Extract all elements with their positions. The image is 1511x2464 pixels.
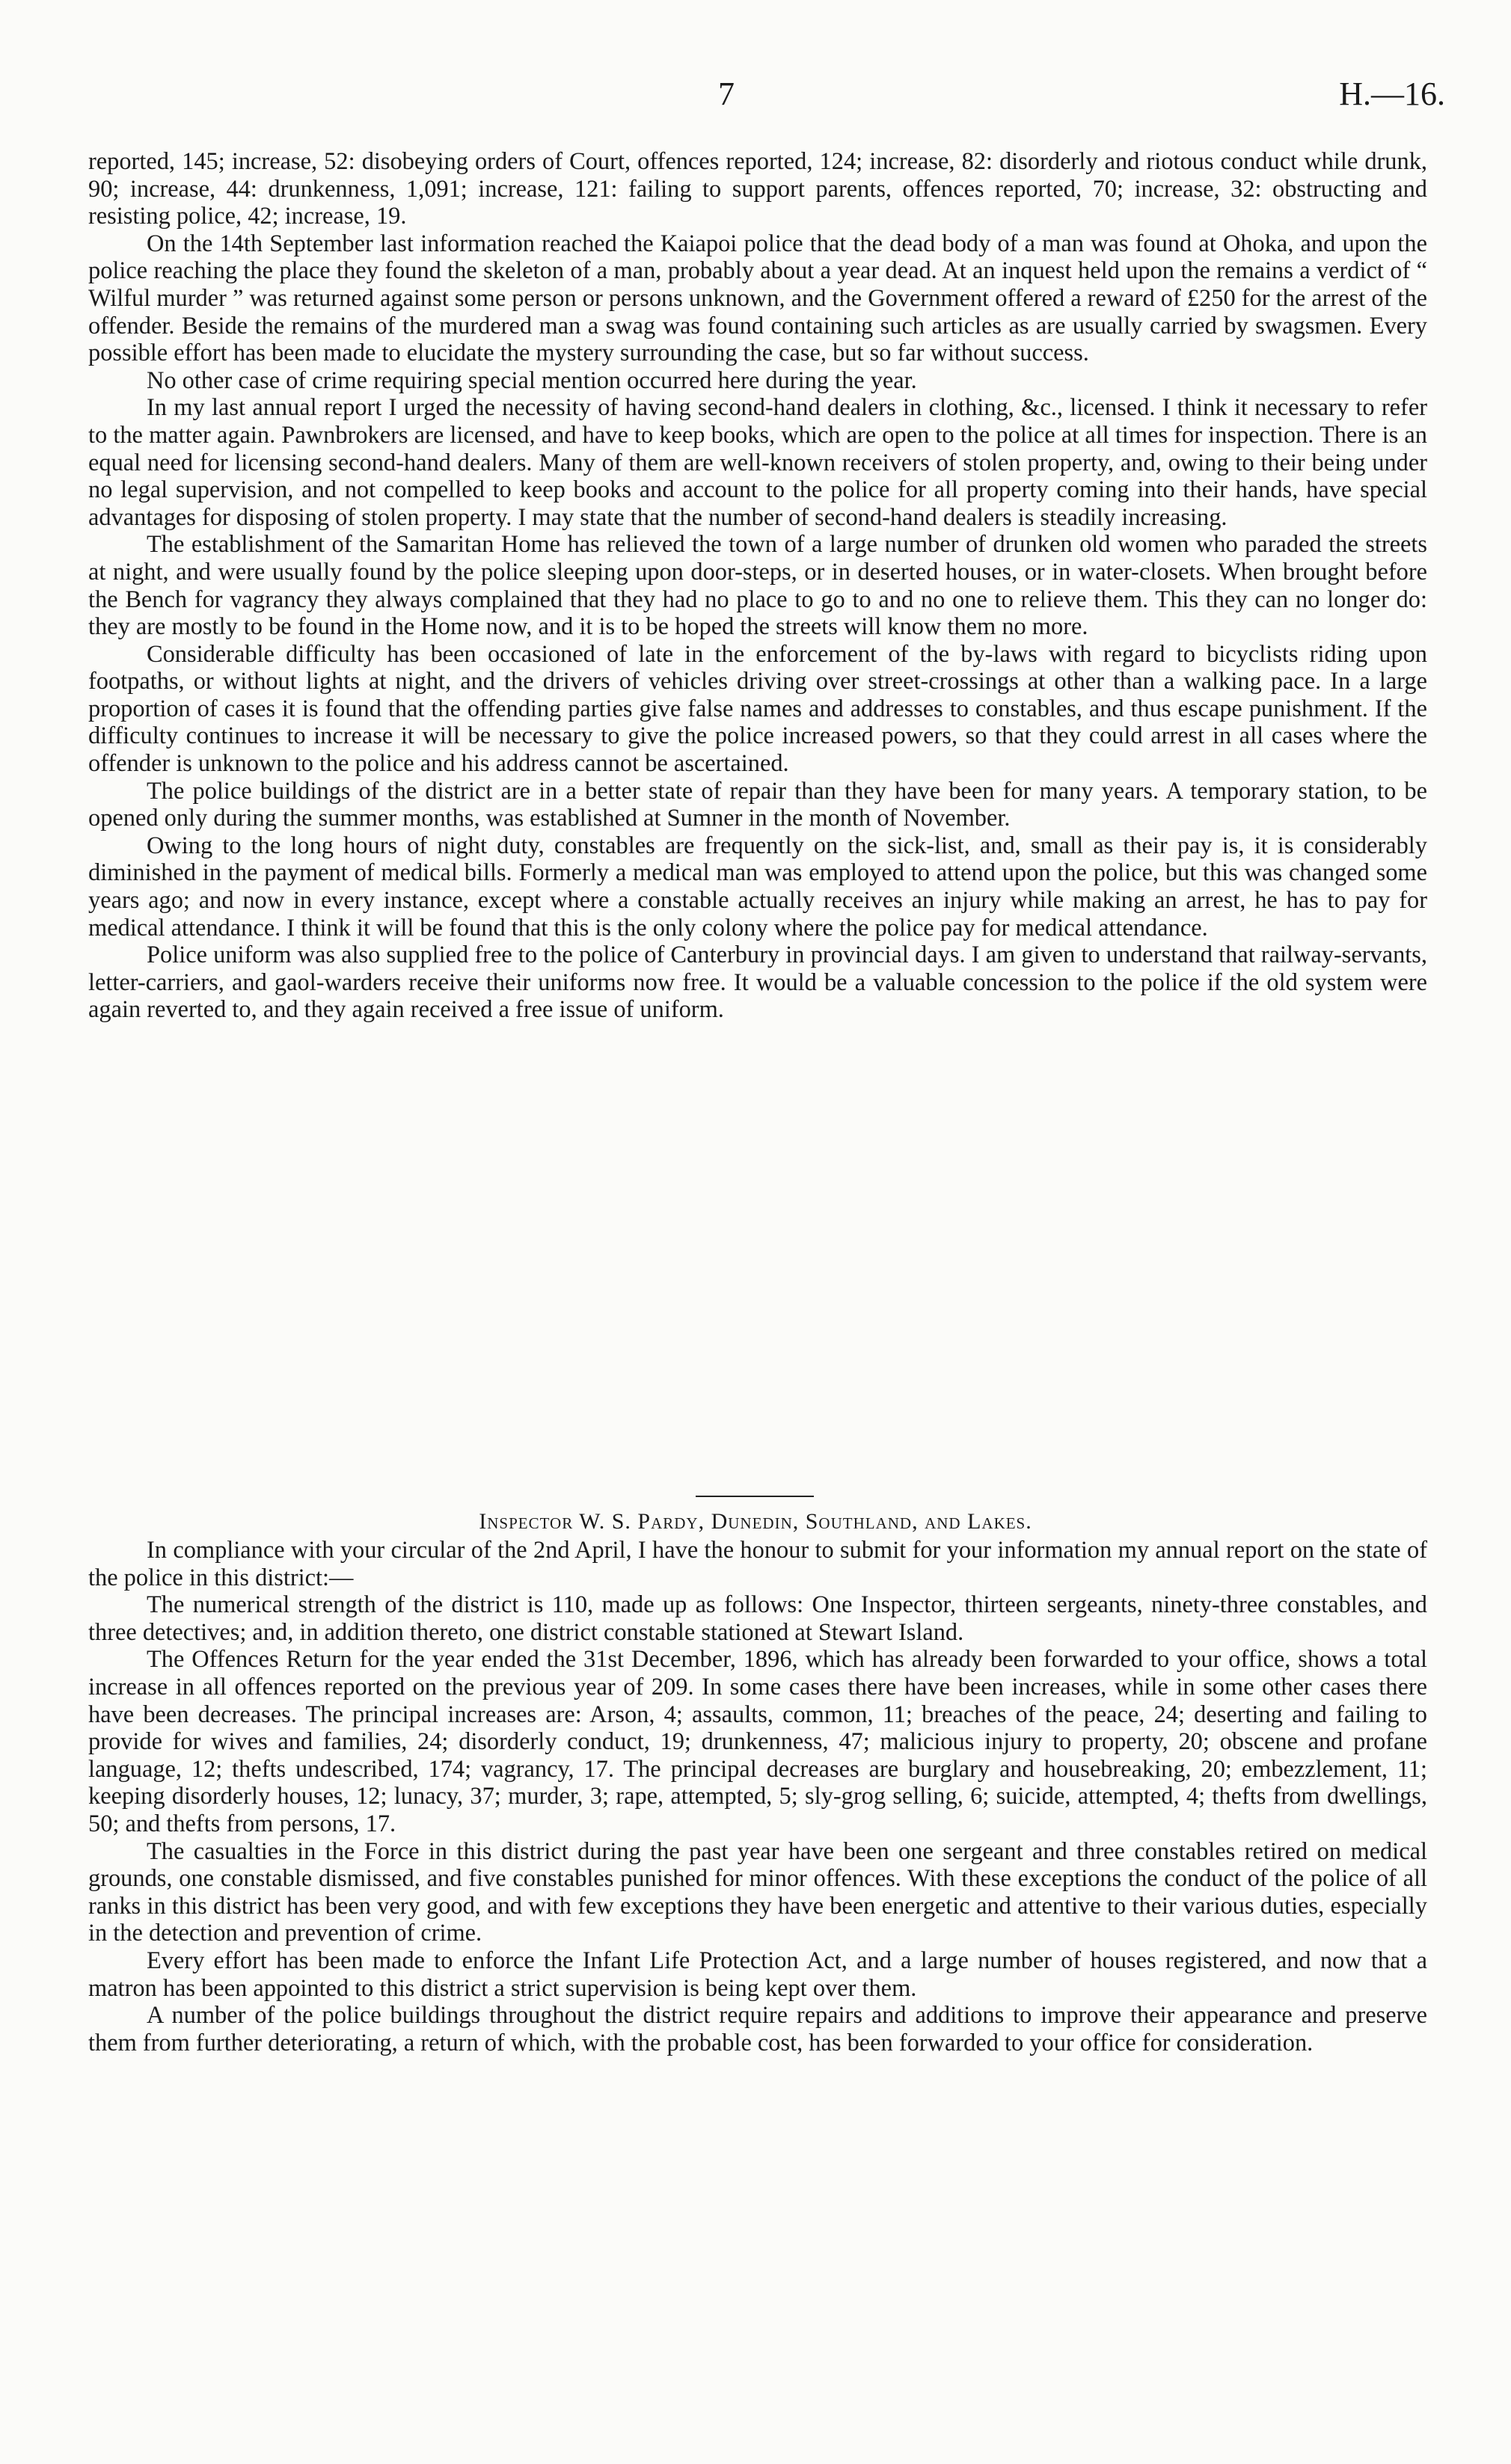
- document-code: H.—16.: [1339, 76, 1445, 112]
- paragraph-compliance: In compliance with your circular of the 2nd April, I have the honour to submit for your information my annual report on the state of the police in this district:—: [88, 1537, 1427, 1591]
- page-header: [0, 75, 1511, 120]
- paragraph-offences-return: The Offences Return for the year ended the 31st December, 1896, which has already been forwarded to your office, shows a total increase in all offences reported on the previous year of 209. In some cases there have been increases, while in some other cases there have been decreases. The principal increases are: Arson, 4; assaults, common, 11; breaches of the peace, 24; deserting and failing to provide for wives and families, 24; disorderly conduct, 19; drunkenness, 47; malicious injury to property, 20; obscene and profane language, 12; thefts undescribed, 174; vagrancy, 17. The principal decreases are burglary and housebreaking, 20; embezzlement, 11; keeping disorderly houses, 12; lunacy, 37; murder, 3; rape, attempted, 5; sly-grog selling, 6; suicide, attempted, 4; thefts from dwellings, 50; and thefts from persons, 17.: [88, 1646, 1427, 1837]
- dunedin-report-text: [88, 1537, 1427, 2056]
- paragraph-numerical-strength: The numerical strength of the district is 110, made up as follows: One Inspector, thirteen sergeants, ninety-three constables, and three detectives; and, in addition thereto, one district constable stationed at Stewart Island.: [88, 1591, 1427, 1646]
- section-heading-dunedin: Inspector W. S. Pardy, Dunedin, Southland, and Lakes.: [479, 1509, 1032, 1534]
- page-number: 7: [718, 76, 735, 112]
- paragraph-bicyclists: Considerable difficulty has been occasioned of late in the enforcement of the by-laws with regard to bicyclists riding upon footpaths, or without lights at night, and the drivers of vehicles driving over street-crossings at other than a walking pace. In a large proportion of cases it is found that the offending parties give false names and addresses to constables, and thus escape punishment. If the difficulty continues to increase it will be necessary to give the police increased powers, so that they could arrest in all cases where the offender is unknown to the police and his address cannot be ascertained.: [88, 640, 1427, 778]
- section-divider: [696, 1496, 814, 1497]
- paragraph-second-hand-dealers: In my last annual report I urged the necessity of having second-hand dealers in clothing, &c., licensed. I think it necessary to refer to the matter again. Pawnbrokers are licensed, and have to keep books, which are open to the police at all times for inspection. There is an equal need for licensing second-hand dealers. Many of them are well-known receivers of stolen property, and, owing to their being under no legal supervision, and not compelled to keep books and account to the police for all property coming into their hands, have special advantages for disposing of stolen property. I may state that the number of second-hand dealers is steadily increasing.: [88, 394, 1427, 531]
- paragraph-police-uniform: Police uniform was also supplied free to the police of Canterbury in provincial days. I am given to understand that railway-servants, letter-carriers, and gaol-warders receive their uniforms now free. It would be a valuable concession to the police if the old system were again reverted to, and they again received a free issue of uniform.: [88, 941, 1427, 1024]
- paragraph-medical-attendance: Owing to the long hours of night duty, constables are frequently on the sick-list, and, small as their pay is, it is considerably diminished in the payment of medical bills. Formerly a medical man was employed to attend upon the police, but this was changed some years ago; and now in every instance, except where a constable actually receives an injury while making an arrest, he has to pay for medical attendance. I think it will be found that this is the only colony where the police pay for medical attendance.: [88, 832, 1427, 941]
- paragraph-casualties: The casualties in the Force in this district during the past year have been one sergeant and three constables retired on medical grounds, one constable dismissed, and five constables punished for minor offences. With these exceptions the conduct of the police of all ranks in this district has been very good, and with few exceptions they have been energetic and attentive to their various duties, especially in the detection and prevention of crime.: [88, 1837, 1427, 1947]
- paragraph-buildings-repairs: A number of the police buildings throughout the district require repairs and additions to improve their appearance and preserve them from further deteriorating, a return of which, with the probable cost, has been forwarded to your office for consideration.: [88, 2002, 1427, 2056]
- paragraph-ohoka-case: On the 14th September last information reached the Kaiapoi police that the dead body of a man was found at Ohoka, and upon the police reaching the place they found the skeleton of a man, probably about a year dead. At an inquest held upon the remains a verdict of “ Wilful murder ” was returned against some person or persons unknown, and the Government offered a reward of £250 for the arrest of the offender. Beside the remains of the murdered man a swag was found containing such articles as are usually carried by swagsmen. Every possible effort has been made to elucidate the mystery surrounding the case, but so far without success.: [88, 230, 1427, 367]
- paragraph-samaritan-home: The establishment of the Samaritan Home has relieved the town of a large number of drunken old women who paraded the streets at night, and were usually found by the police sleeping upon door-steps, or in deserted houses, or in water-closets. When brought before the Bench for vagrancy they always complained that they had no place to go to and no one to relieve them. This they can no longer do: they are mostly to be found in the Home now, and it is to be hoped the streets will know them no more.: [88, 531, 1427, 641]
- paragraph-no-other-crime: No other case of crime requiring special mention occurred here during the year.: [147, 366, 917, 394]
- paragraph-infant-life-protection: Every effort has been made to enforce the Infant Life Protection Act, and a large number of houses registered, and now that a matron has been appointed to this district a strict supervision is being kept over them.: [88, 1947, 1427, 2002]
- canterbury-report-text: [88, 148, 1427, 1024]
- paragraph-offences-continued: reported, 145; increase, 52: disobeying orders of Court, offences reported, 124; increase, 82: disorderly and riotous conduct while drunk, 90; increase, 44: drunkenness, 1,091; increase, 121: failing to support parents, offences reported, 70; increase, 32: obstructing and resisting police, 42; increase, 19.: [88, 148, 1427, 230]
- paragraph-police-buildings: The police buildings of the district are in a better state of repair than they have been for many years. A temporary station, to be opened only during the summer months, was established at Sumner in the month of November.: [88, 777, 1427, 832]
